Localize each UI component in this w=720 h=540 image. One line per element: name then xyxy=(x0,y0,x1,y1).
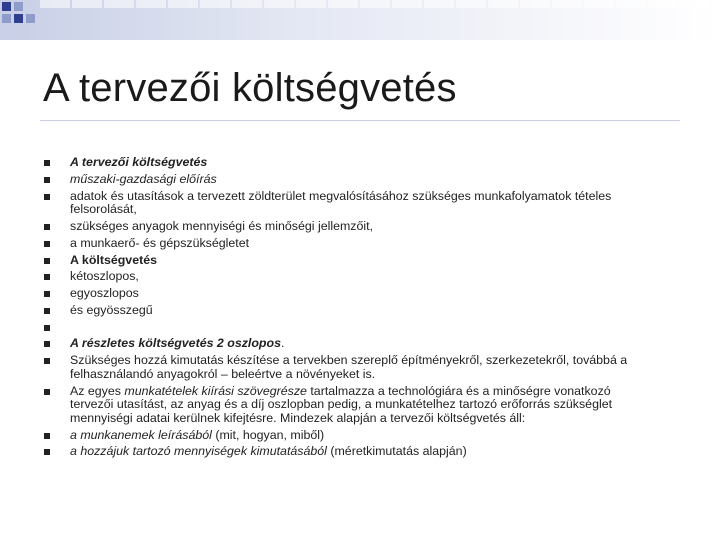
corner-squares-decoration xyxy=(0,0,40,40)
band-tile xyxy=(680,0,710,8)
header-decorative-band xyxy=(0,0,720,40)
square-bullet-icon xyxy=(44,433,50,439)
band-tile xyxy=(392,0,422,8)
band-tile xyxy=(456,0,486,8)
corner-square xyxy=(26,2,35,11)
square-bullet-icon xyxy=(44,325,50,331)
bullet-text: A tervezői költségvetés xyxy=(70,155,208,169)
bullet-text: és egyösszegű xyxy=(70,302,153,317)
bullet-text: (mit, hogyan, miből) xyxy=(211,427,325,442)
corner-square xyxy=(26,14,35,23)
band-tile xyxy=(168,0,198,8)
corner-square xyxy=(2,14,11,23)
bullet-item xyxy=(44,190,644,217)
square-bullet-icon xyxy=(44,291,50,297)
band-tile xyxy=(360,0,390,8)
bullet-item xyxy=(44,220,644,234)
band-tile xyxy=(424,0,454,8)
title-divider xyxy=(40,120,680,121)
square-bullet-icon xyxy=(44,177,50,183)
bullet-item xyxy=(44,287,644,301)
corner-square xyxy=(2,2,11,11)
corner-square xyxy=(14,26,23,35)
square-bullet-icon xyxy=(44,160,50,166)
bullet-item xyxy=(44,304,644,318)
bullet-text: Az egyes xyxy=(70,383,125,398)
square-bullet-icon xyxy=(44,241,50,247)
bullet-text: a munkanemek leírásából xyxy=(70,427,212,442)
corner-square xyxy=(2,26,11,35)
square-bullet-icon xyxy=(44,341,50,347)
square-bullet-icon xyxy=(44,358,50,364)
bullet-item xyxy=(44,429,644,443)
band-tile xyxy=(232,0,262,8)
band-tile xyxy=(552,0,582,8)
band-tile xyxy=(296,0,326,8)
bullet-text: A költségvetés xyxy=(70,252,158,267)
band-tile xyxy=(712,0,720,8)
bullet-text: A részletes költségvetés 2 oszlopos xyxy=(70,336,281,351)
band-tile xyxy=(328,0,358,8)
bullet-text: szükséges anyagok mennyiségi és minőségi jellemzőit, xyxy=(70,218,374,233)
bullet-item xyxy=(44,445,644,459)
bullet-item xyxy=(44,156,644,170)
square-bullet-icon xyxy=(44,224,50,230)
bullet-item xyxy=(44,385,644,426)
band-tile xyxy=(520,0,550,8)
bullet-text: egyoszlopos xyxy=(70,286,139,301)
square-bullet-icon xyxy=(44,449,50,455)
bullet-item xyxy=(44,337,644,351)
bullet-item xyxy=(44,237,644,251)
square-bullet-icon xyxy=(44,194,50,200)
bullet-item xyxy=(44,321,644,335)
bullet-text: tartalmazza a technológiára és a minőségre vonatkozó tervezői utasítást, az anyag és a díj oszlopban pedig, a munkatételhez tartozó erőforrás szükséglet mennyiségi adatai kerülnek kifejtésre. Mindezek alapján a tervezői költségvetés áll: xyxy=(70,383,613,425)
square-bullet-icon xyxy=(44,274,50,280)
band-tile xyxy=(264,0,294,8)
corner-square xyxy=(14,2,23,11)
bullet-item xyxy=(44,254,644,268)
band-tile xyxy=(136,0,166,8)
square-bullet-icon xyxy=(44,389,50,395)
band-tile xyxy=(40,0,70,8)
band-tile xyxy=(648,0,678,8)
square-bullet-icon xyxy=(44,308,50,314)
bullet-item xyxy=(44,354,644,381)
slide-title: A tervezői költségvetés xyxy=(43,66,457,110)
bullet-text: a munkaerő- és gépszükségletet xyxy=(70,235,250,250)
band-tile xyxy=(104,0,134,8)
band-tile xyxy=(584,0,614,8)
band-tile xyxy=(488,0,518,8)
band-tile xyxy=(200,0,230,8)
bullet-text: műszaki-gazdasági előírás xyxy=(70,171,217,186)
corner-square xyxy=(14,14,23,23)
bullet-item xyxy=(44,173,644,187)
bullet-list xyxy=(44,156,644,462)
square-bullet-icon xyxy=(44,258,50,264)
bullet-text: kétoszlopos, xyxy=(70,269,139,284)
bullet-text: adatok és utasítások a tervezett zöldterület megvalósításához szükséges munkafolyamatok tételes felsorolását, xyxy=(70,188,612,217)
bullet-text: a hozzájuk tartozó mennyiségek kimutatásából xyxy=(70,444,327,459)
bullet-text: (méretkimutatás alapján) xyxy=(326,444,467,459)
bullet-text: . xyxy=(280,336,285,351)
band-tile xyxy=(72,0,102,8)
bullet-text: Szükséges hozzá kimutatás készítése a tervekben szereplő építményekről, szerkezetekről, továbbá a felhasználandó anyagokról – beleértve a növényeket is. xyxy=(70,353,628,381)
bullet-text: munkatételek kiírási szövegrésze xyxy=(124,383,307,398)
bullet-item xyxy=(44,270,644,284)
band-tile xyxy=(616,0,646,8)
